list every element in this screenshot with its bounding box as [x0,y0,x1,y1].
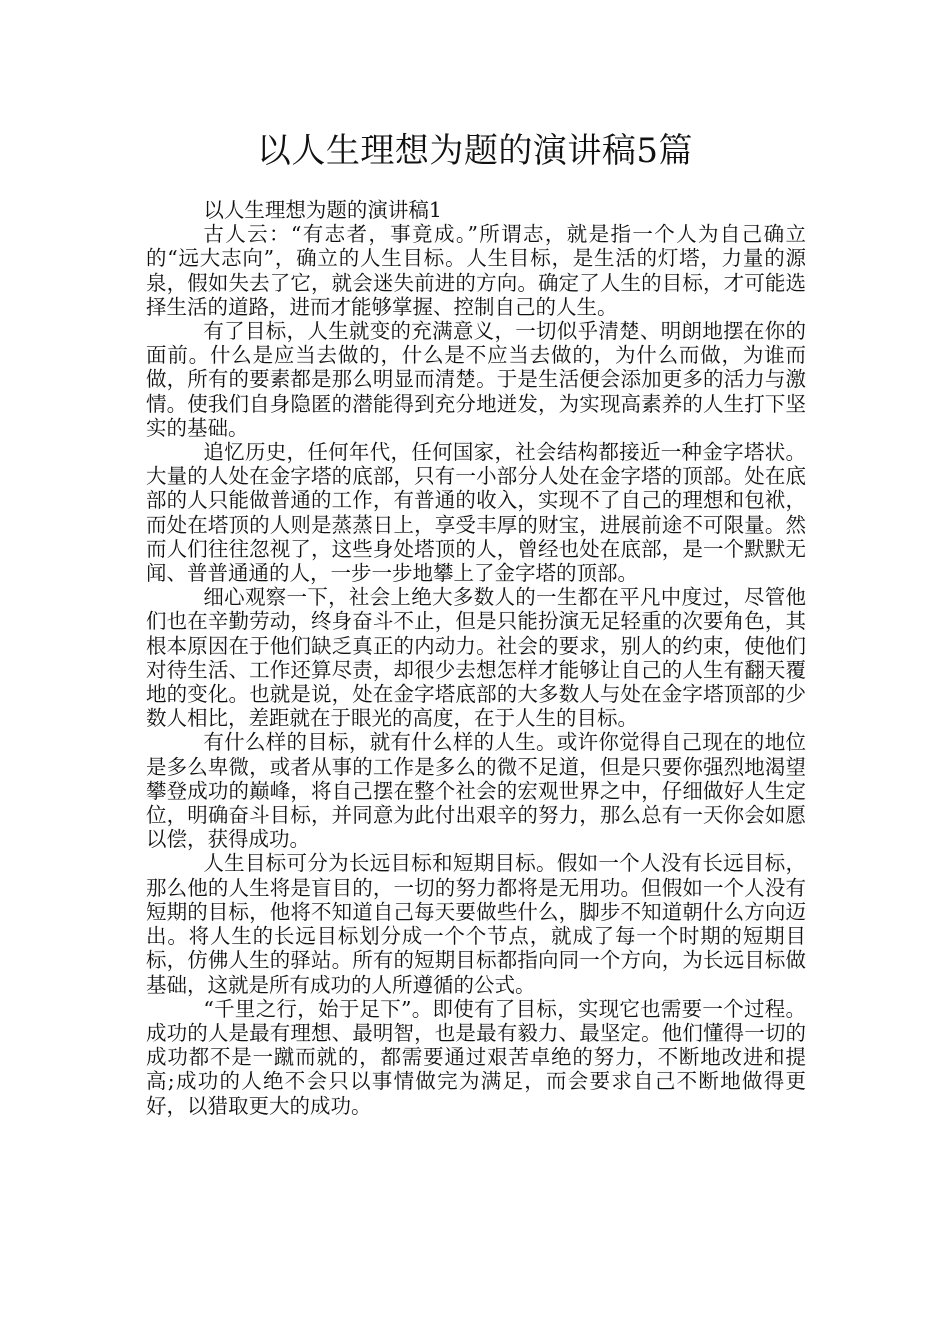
section-heading: 以人生理想为题的演讲稿1 [203,198,442,222]
paragraph-7: “千里之行，始于足下”。即使有了目标，实现它也需要一个过程。成功的人是最有理想、最明智，也是最有毅力、最坚定。他们懂得一切的成功都不是一蹴而就的，都需要通过艰苦卓绝的努力，不断地改进和提高;成功的人绝不会只以事情做完为满足，而会要求自己不断地做得更好，以猎取更大的成功。 [146,996,806,1118]
document-title: 以人生理想为题的演讲稿5篇 [256,131,694,171]
paragraph-1: 古人云：“有志者，事竟成。”所谓志，就是指一个人为自己确立的“远大志向”，确立的人生目标。人生目标，是生活的灯塔，力量的源泉，假如失去了它，就会迷失前进的方向。确定了人生的目标，才可能选择生活的道路，进而才能够掌握、控制自己的人生。 [146,222,806,319]
document-body [146,198,806,1118]
paragraph-2: 有了目标，人生就变的充满意义，一切似乎清楚、明朗地摆在你的面前。什么是应当去做的，什么是不应当去做的，为什么而做，为谁而做，所有的要素都是那么明显而清楚。于是生活便会添加更多的活力与激情。使我们自身隐匿的潜能得到充分地迸发，为实现高素养的人生打下坚实的基础。 [146,319,806,440]
paragraph-5: 有什么样的目标，就有什么样的人生。或许你觉得自己现在的地位是多么卑微，或者从事的工作是多么的微不足道，但是只要你强烈地渴望攀登成功的巅峰，将自己摆在整个社会的宏观世界之中，仔细做好人生定位，明确奋斗目标，并同意为此付出艰辛的努力，那么总有一天你会如愿以偿，获得成功。 [146,730,806,852]
paragraph-3: 追忆历史，任何年代，任何国家，社会结构都接近一种金字塔状。大量的人处在金字塔的底部，只有一小部分人处在金字塔的顶部。处在底部的人只能做普通的工作，有普通的收入，实现不了自己的理想和包袱，而处在塔顶的人则是蒸蒸日上，享受丰厚的财宝，进展前途不可限量。然而人们往往忽视了，这些身处塔顶的人，曾经也处在底部，是一个默默无闻、普普通通的人，一步一步地攀上了金字塔的顶部。 [146,440,806,586]
paragraph-4: 细心观察一下，社会上绝大多数人的一生都在平凡中度过，尽管他们也在辛勤劳动，终身奋斗不止，但是只能扮演无足轻重的次要角色，其根本原因在于他们缺乏真正的内动力。社会的要求，别人的约束，使他们对待生活、工作还算尽责，却很少去想怎样才能够让自己的人生有翻天覆地的变化。也就是说，处在金字塔底部的大多数人与处在金字塔顶部的少数人相比，差距就在于眼光的高度，在于人生的目标。 [146,585,806,731]
paragraph-6: 人生目标可分为长远目标和短期目标。假如一个人没有长远目标，那么他的人生将是盲目的，一切的努力都将是无用功。但假如一个人没有短期的目标，他将不知道自己每天要做些什么，脚步不知道朝什么方向迈出。将人生的长远目标划分成一个个节点，就成了每一个时期的短期目标，仿佛人生的驿站。所有的短期目标都指向同一个方向，为长远目标做基础，这就是所有成功的人所遵循的公式。 [146,851,806,997]
